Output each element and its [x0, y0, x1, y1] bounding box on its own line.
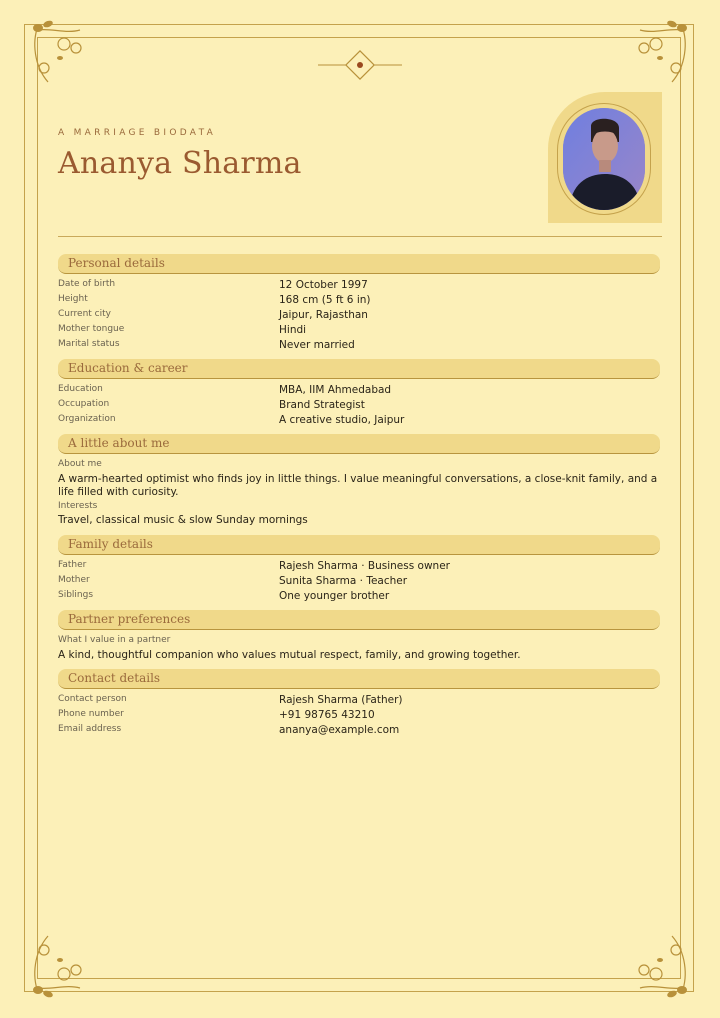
phone-number: +91 98765 43210	[279, 709, 375, 721]
field-label: Phone number	[58, 709, 124, 719]
field-label: Education	[58, 384, 103, 394]
field-value: Never married	[279, 339, 355, 351]
interests-text: Travel, classical music & slow Sunday mornings	[58, 514, 308, 526]
field-label: Height	[58, 294, 88, 304]
section-title: Partner preferences	[68, 612, 191, 626]
corner-ornament-top-right-icon	[626, 18, 698, 90]
portrait-photo	[563, 108, 645, 210]
field-value: Rajesh Sharma (Father)	[279, 694, 403, 706]
section-header-about	[58, 434, 660, 454]
section-header-family	[58, 535, 660, 555]
field-value: Brand Strategist	[279, 399, 365, 411]
section-header-contact	[58, 669, 660, 689]
field-value: Rajesh Sharma · Business owner	[279, 560, 450, 572]
corner-ornament-bottom-right-icon	[626, 928, 698, 1000]
field-label: What I value in a partner	[58, 635, 171, 645]
field-label: Date of birth	[58, 279, 116, 289]
field-value: A creative studio, Jaipur	[279, 414, 405, 426]
section-title: A little about me	[68, 436, 170, 450]
field-label: Siblings	[58, 590, 94, 600]
field-value: Hindi	[279, 324, 307, 336]
field-value: 168 cm (5 ft 6 in)	[279, 294, 371, 306]
field-label: Contact person	[58, 694, 127, 704]
field-value: MBA, IIM Ahmedabad	[279, 384, 392, 396]
email-address: ananya@example.com	[279, 724, 400, 736]
corner-ornament-top-left-icon	[22, 18, 94, 90]
header-divider	[58, 236, 662, 237]
field-label: Mother	[58, 575, 90, 585]
partner-text: A kind, thoughtful companion who values mutual respect, family, and growing together.	[58, 649, 521, 661]
field-label: Mother tongue	[58, 324, 125, 334]
field-label: Father	[58, 560, 87, 570]
field-value: Sunita Sharma · Teacher	[279, 575, 408, 587]
section-title: Family details	[68, 537, 153, 551]
document-subtitle: A MARRIAGE BIODATA	[58, 128, 217, 138]
field-label: Email address	[58, 724, 122, 734]
section-title: Contact details	[68, 671, 161, 685]
section-header-personal	[58, 254, 660, 274]
field-label: Interests	[58, 501, 98, 511]
section-header-education	[58, 359, 660, 379]
field-label: Current city	[58, 309, 111, 319]
field-label: Marital status	[58, 339, 120, 349]
field-value: Jaipur, Rajasthan	[279, 309, 368, 321]
section-title: Education & career	[68, 361, 188, 375]
field-value: 12 October 1997	[279, 279, 368, 291]
section-header-partner	[58, 610, 660, 630]
field-label: Occupation	[58, 399, 110, 409]
field-label: Organization	[58, 414, 116, 424]
section-title: Personal details	[68, 256, 165, 270]
about-text: A warm-hearted optimist who finds joy in little things. I value meaningful conversations, a close-knit family, and a life filled with curiosity.	[58, 473, 658, 498]
diamond-ornament-icon	[318, 50, 402, 80]
corner-ornament-bottom-left-icon	[22, 928, 94, 1000]
field-label: About me	[58, 459, 102, 469]
person-name: Ananya Sharma	[58, 146, 302, 181]
field-value: One younger brother	[279, 590, 390, 602]
